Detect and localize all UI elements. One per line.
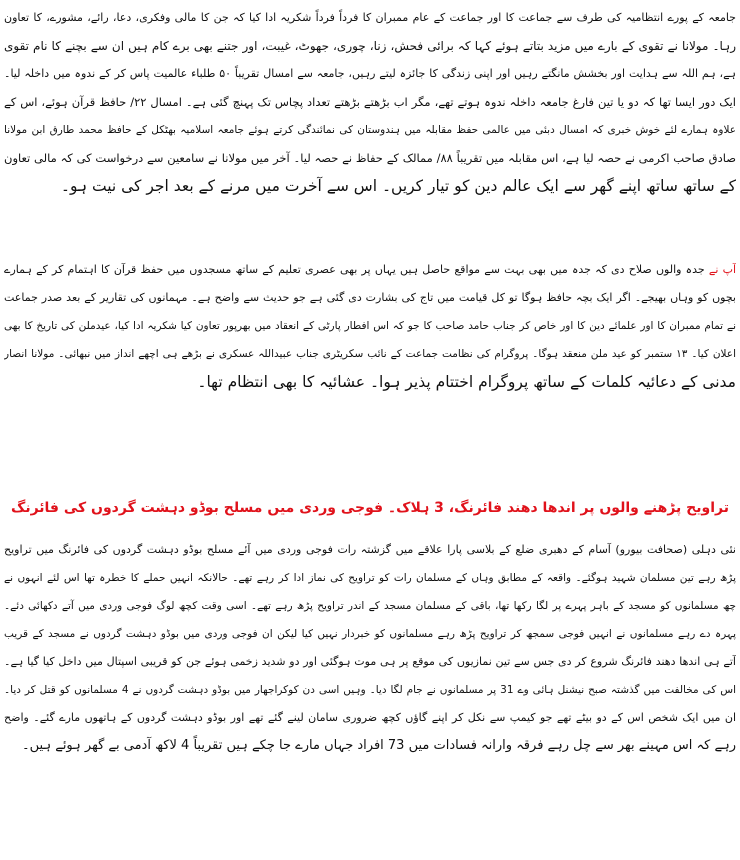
- article-line: علاوہ ہمارے لئے خوش خبری کہ امسال دبئی میں عالمی حفظ مقابلہ میں ہندوستان کی نمائندگی کرتے ہوئے جامعہ اسلامیہ بھٹکل کے حافظ محمد طارق ابن مولانا: [4, 124, 736, 136]
- article-line: ہے، ہم اللہ سے ہدایت اور بخشش مانگتے رہیں اور اپنی زندگی کا جائزہ لیتے رہیں، جامعہ سے امسال تقریباً ۵۰ طلباء عالمیت پاس کر کے ندوہ میں داخلہ لیا۔: [4, 67, 736, 80]
- article-line: پڑھ رہے تین مسلمان شہید ہوگئے۔ واقعہ کے مطابق وہاں کے مسلمان رات کو تراویح کی نماز ادا کر رہے تھے۔ حالانکہ انہیں حملے کا خطرہ تھا اس لئے انہوں نے: [4, 572, 736, 584]
- article-line: رہے کہ اس مہینے بھر سے چل رہے فرقہ وارانہ فسادات میں 73 افراد جہاں مارے جا چکے ہیں تقریباً 4 لاکھ آدمی بے گھر ہوئے ہیں۔: [22, 738, 736, 753]
- article-line: کے ساتھ ساتھ اپنے گھر سے ایک عالم دین کو تیار کریں۔ اس سے آخرت میں مرنے کے بعد اجر کی نیت ہو۔: [60, 177, 736, 195]
- article-line: ان میں ایک شخص اس کے دو بیٹے تھے جو کیمپ سے نکل کر اپنے گاؤں کچھ ضروری سامان لینے گئے تھے اور بوڈو دہشت گردوں کے ہاتھوں مارے گئے۔ واضح: [4, 711, 736, 724]
- article-line: بچوں کو وہاں بھیجے۔ اگر ایک بچہ حافظ ہوگا تو کل قیامت میں تاج کی بشارت دی گئی ہے جو حدیث سے واضح ہے۔ مہمانوں کی تقاریر کے بعد صدر جماعت: [4, 291, 736, 304]
- article-line: چھ مسلمانوں کو مسجد کے باہر پہرے پر لگا رکھا تھا، باقی کے مسلمان مسجد کے اندر تراویح پڑھ رہے تھے۔ اسی وقت کچھ لوگ فوجی وردی میں آتے دکھائی دئے۔: [4, 600, 736, 612]
- article-line: پہرہ دے رہے مسلمانوں نے انہیں فوجی سمجھ کر تراویح پڑھ رہے مسلمانوں کو خبردار نہیں کیا لیکن ان فوجی وردی میں بوڈو دہشت گردوں نے مسجد کے قریب: [4, 628, 736, 640]
- article-line: رہا۔ مولانا نے تقوی کے بارے میں مزید بتاتے ہوئے کہا کہ برائی فحش، زنا، چوری، جھوٹ، غیبت، اور جتنے بھی برے کام ہیں ان سے بچنے کا نام تقوی: [4, 39, 736, 53]
- article-line: [4, 256, 736, 284]
- article-line: نئی دہلی (صحافت بیورو) آسام کے دھبری ضلع کے بلاسی پارا علاقے میں گزشتہ رات فوجی وردی میں آئے مسلح بوڈو دہشت گردوں کی فائرنگ میں تراویح: [4, 543, 736, 556]
- article-line: آتے ہی اندھا دھند فائرنگ شروع کر دی جس سے تین نمازیوں کی موقع پر ہی موت ہوگئی اور دو شدید زخمی ہوئے جن کو قریبی اسپتال میں داخل کیا گیا ہے۔: [4, 655, 736, 668]
- article-line: اعلان کیا۔ ۱۳ ستمبر کو عید ملن منعقد ہوگا۔ پروگرام کی نظامت جماعت کے نائب سکریٹری جناب عبیداللہ عسکری نے بڑھے ہی اچھے انداز میں نبھائی۔ مولانا انصار: [4, 348, 736, 360]
- article-line: صادق صاحب اکرمی نے حصہ لیا ہے، اس مقابلہ میں تقریباً ۸۸/ ممالک کے حفاظ نے حصہ لیا۔ آخر میں مولانا نے سامعین سے درخواست کی کہ مالی تعاون: [4, 151, 736, 165]
- article-jamia-report: [4, 4, 736, 200]
- article-line: مدنی کے دعائیہ کلمات کے ساتھ پروگرام اختتام پذیر ہوا۔ عشائیہ کا بھی انتظام تھا۔: [197, 373, 736, 391]
- article-line: نے تمام ممبران کا اور علمائے دین کا اور خاص کر جناب حامد صاحب کا جو کہ اس افطار پارٹی کے انعقاد میں بھرپور تعاون کیا شکریہ ادا کیا، عیدملن کی تاریخ کا بھی: [4, 320, 736, 332]
- article-assam-firing: [4, 536, 736, 760]
- news-headline: تراویح پڑھنے والوں پر اندھا دھند فائرنگ، 3 ہلاک۔ فوجی وردی میں مسلح بوڈو دہشت گردوں کی فائرنگ: [10, 500, 729, 516]
- lead-word: آپ نے: [708, 263, 736, 276]
- article-line: جامعہ کے پورے انتظامیہ کی طرف سے جماعت کا اور جماعت کے عام ممبران کا فرداً فرداً شکریہ ادا کیا کہ جن کا مالی وفکری، دعا، رائے، مشورے، کا تعاون: [4, 11, 736, 24]
- article-line: ایک دور ایسا تھا کہ دو یا تین فارغ جامعہ داخلہ ندوہ ہوتے تھے، مگر اب بڑھتے بڑھتے تعداد پچاس تک پہنچ گئی ہے۔ امسال ۲۲/ حافظ قرآن ہوئے، اس کے: [4, 95, 736, 109]
- lead-line-text: جدہ والوں صلاح دی کہ جدہ میں بھی بہت سے مواقع حاصل ہیں یہاں پر بھی عصری تعلیم کے ساتھ مسجدوں میں حفظ قرآن کا اہتمام کر کے ہمارے: [4, 263, 709, 276]
- article-jeddah-iftar: [4, 256, 736, 396]
- article-line: اس کی مخالفت میں گذشتہ صبح نیشنل ہائی وے 31 پر مسلمانوں نے جام لگا دیا۔ وہیں اسی دن کوکراجھار میں بوڈو دہشت گردوں نے 4 مسلمانوں کو قتل کر دیا۔: [4, 684, 736, 696]
